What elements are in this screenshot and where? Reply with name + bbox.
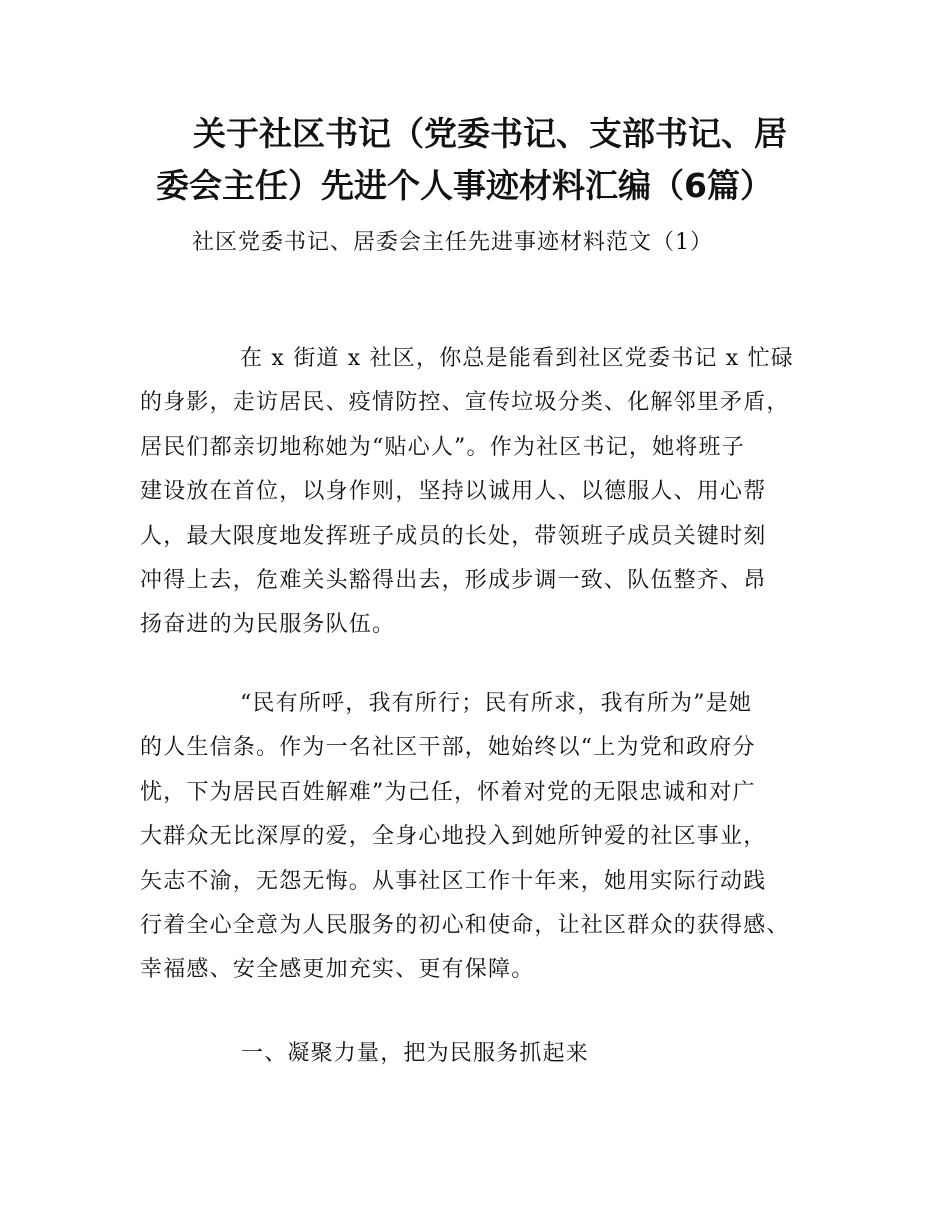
document-title [150,108,830,212]
paragraph-1-line: 在 x 街道 x 社区，你总是能看到社区党委书记 x 忙碌 [240,346,794,371]
paragraph-2-line: 幸福感、安全感更加充实、更有保障。 [140,957,535,983]
paragraph-1-line: 冲得上去，危难关头豁得出去，形成步调一致、队伍整齐、昂 [140,568,767,594]
paragraph-1 [140,337,840,648]
paragraph-2-line: 的人生信条。作为一名社区干部，她始终以“上为党和政府分 [140,735,756,761]
paragraph-1-line: 居民们都亲切地称她为“贴心人”。作为社区书记，她将班子 [140,434,745,460]
paragraph-2 [140,682,840,993]
title-line-1: 关于社区书记（党委书记、支部书记、居 [193,114,787,153]
paragraph-2-line: 大群众无比深厚的爱，全身心地投入到她所钟爱的社区事业， [140,824,767,850]
section-heading: 一、凝聚力量，把为民服务抓起来 [241,1041,590,1066]
paragraph-1-line: 建设放在首位，以身作则，坚持以诚用人、以德服人、用心帮 [140,479,767,505]
paragraph-1-line: 人，最大限度地发挥班子成员的长处，带领班子成员关键时刻 [140,523,767,549]
paragraph-1-line: 的身影，走访居民、疫情防控、宣传垃圾分类、化解邻里矛盾， [140,390,790,416]
paragraph-2-line: 矢志不渝，无怨无悔。从事社区工作十年来，她用实际行动践 [140,868,767,894]
paragraph-1-line: 扬奋进的为民服务队伍。 [140,612,396,638]
document-subtitle: 社区党委书记、居委会主任先进事迹材料范文（1） [192,230,713,255]
paragraph-2-line: “民有所呼，我有所行；民有所求，我有所为”是她 [240,691,753,716]
paragraph-2-line: 行着全心全意为人民服务的初心和使命，让社区群众的获得感、 [140,913,790,939]
title-line-2: 委会主任）先进个人事迹材料汇编（6篇） [156,166,773,205]
paragraph-2-line: 忧，下为居民百姓解难”为己任，怀着对党的无限忠诚和对广 [140,779,756,805]
